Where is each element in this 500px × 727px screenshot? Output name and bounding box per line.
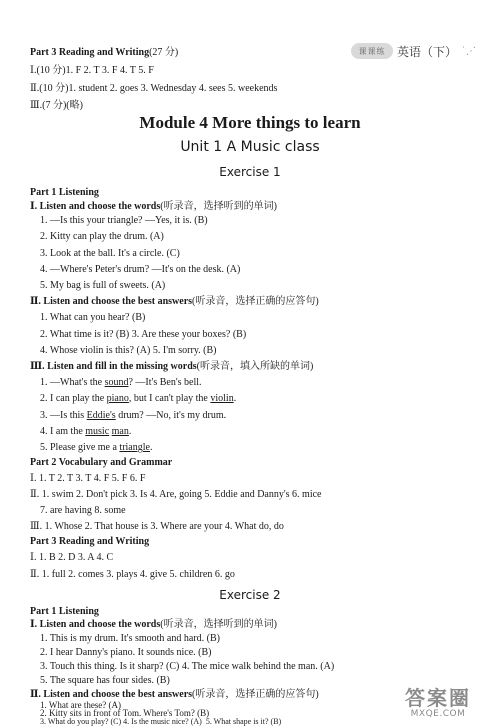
book-subject: 英语（下）	[396, 44, 457, 59]
section-heading: Ⅱ. Listen and choose the best answers(听录音，选择正确的应答句)	[30, 689, 319, 700]
answer-line: 5. The square has four sides. (B)	[40, 675, 170, 686]
answer-line: Ⅱ.(10 分)1. student 2. goes 3. Wednesday 4. sees 5. weekends	[30, 83, 278, 94]
answer-line: Ⅲ.(7 分)(略)	[30, 100, 83, 111]
answer-line: 2. I hear Danny's piano. It sounds nice. (B)	[40, 647, 212, 658]
answer-line: 1. What are these? (A)	[40, 700, 122, 710]
answer-line: 3. Look at the ball. It's a circle. (C)	[40, 248, 180, 259]
answer-line: Ⅲ. 1. Whose 2. That house is 3. Where are your 4. What do, do	[30, 521, 284, 532]
section-heading: Ⅰ. Listen and choose the words(听录音，选择听到的单词)	[30, 619, 277, 630]
answer-line: 2. What time is it? (B) 3. Are these your boxes? (B)	[40, 329, 247, 340]
answer-line: 1. —Is this your triangle? —Yes, it is. (B)	[40, 215, 208, 226]
section-heading: Ⅱ. Listen and choose the best answers(听录音，选择正确的应答句)	[30, 296, 319, 307]
part-heading: Part 1 Listening	[30, 606, 99, 617]
answer-line: 1. This is my drum. It's smooth and hard. (B)	[40, 633, 220, 644]
answer-line: 4. —Where's Peter's drum? —It's on the desk. (A)	[40, 264, 241, 275]
answer-line: 1. —What's the sound? —It's Ben's bell.	[40, 377, 202, 388]
page-header	[351, 40, 476, 62]
site-watermark: 答案圈 MXQE.COM	[405, 685, 471, 719]
answer-line: 2. Kitty sits in front of Tom. Where's Tom? (B)	[40, 708, 210, 718]
part-heading: Part 3 Reading and Writing	[30, 536, 150, 547]
answer-line: 3. —Is this Eddie's drum? —No, it's my drum.	[40, 410, 227, 421]
book-logo: 课课练	[351, 43, 393, 59]
unit-title: Unit 1 A Music class	[180, 139, 320, 155]
module-title: Module 4 More things to learn	[139, 113, 361, 132]
exercise-title: Exercise 1	[219, 165, 281, 179]
answer-line: Ⅰ. 1. B 2. D 3. A 4. C	[30, 552, 114, 563]
answer-line: Ⅱ. 1. swim 2. Don't pick 3. Is 4. Are, going 5. Eddie and Danny's 6. mice	[30, 489, 322, 500]
answer-line: 5. My bag is full of sweets. (A)	[40, 280, 166, 291]
part3-heading: Part 3 Reading and Writing(27 分)	[30, 47, 179, 58]
answer-line: 3. What do you play? (C) 4. Is the music nice? (A) 5. What shape is it? (B)	[40, 717, 282, 726]
answer-line: Ⅰ.(10 分)1. F 2. T 3. F 4. T 5. F	[30, 65, 154, 76]
answer-line: 4. Whose violin is this? (A) 5. I'm sorry. (B)	[40, 345, 217, 356]
answer-line: Ⅰ. 1. T 2. T 3. T 4. F 5. F 6. F	[30, 473, 146, 484]
answer-line: 1. What can you hear? (B)	[40, 312, 146, 323]
answer-line: 5. Please give me a triangle.	[40, 442, 153, 453]
answer-line: 2. Kitty can play the drum. (A)	[40, 231, 164, 242]
answer-line: 2. I can play the piano, but I can't play the violin.	[40, 393, 237, 404]
answer-line: 4. I am the music man.	[40, 426, 132, 437]
answer-line: Ⅱ. 1. full 2. comes 3. plays 4. give 5. children 6. go	[30, 569, 235, 580]
answer-line: 3. Touch this thing. Is it sharp? (C) 4. The mice walk behind the man. (A)	[40, 661, 335, 672]
part-heading: Part 1 Listening	[30, 187, 99, 198]
decoration-icon: ˙⋰	[461, 45, 476, 57]
answer-line: 7. are having 8. some	[40, 505, 126, 516]
exercise-title: Exercise 2	[219, 588, 281, 602]
section-heading: Ⅰ. Listen and choose the words(听录音，选择听到的单词)	[30, 201, 277, 212]
part-heading: Part 2 Vocabulary and Grammar	[30, 457, 173, 468]
section-heading: Ⅲ. Listen and fill in the missing words(听录音，填入所缺的单词)	[30, 361, 314, 372]
